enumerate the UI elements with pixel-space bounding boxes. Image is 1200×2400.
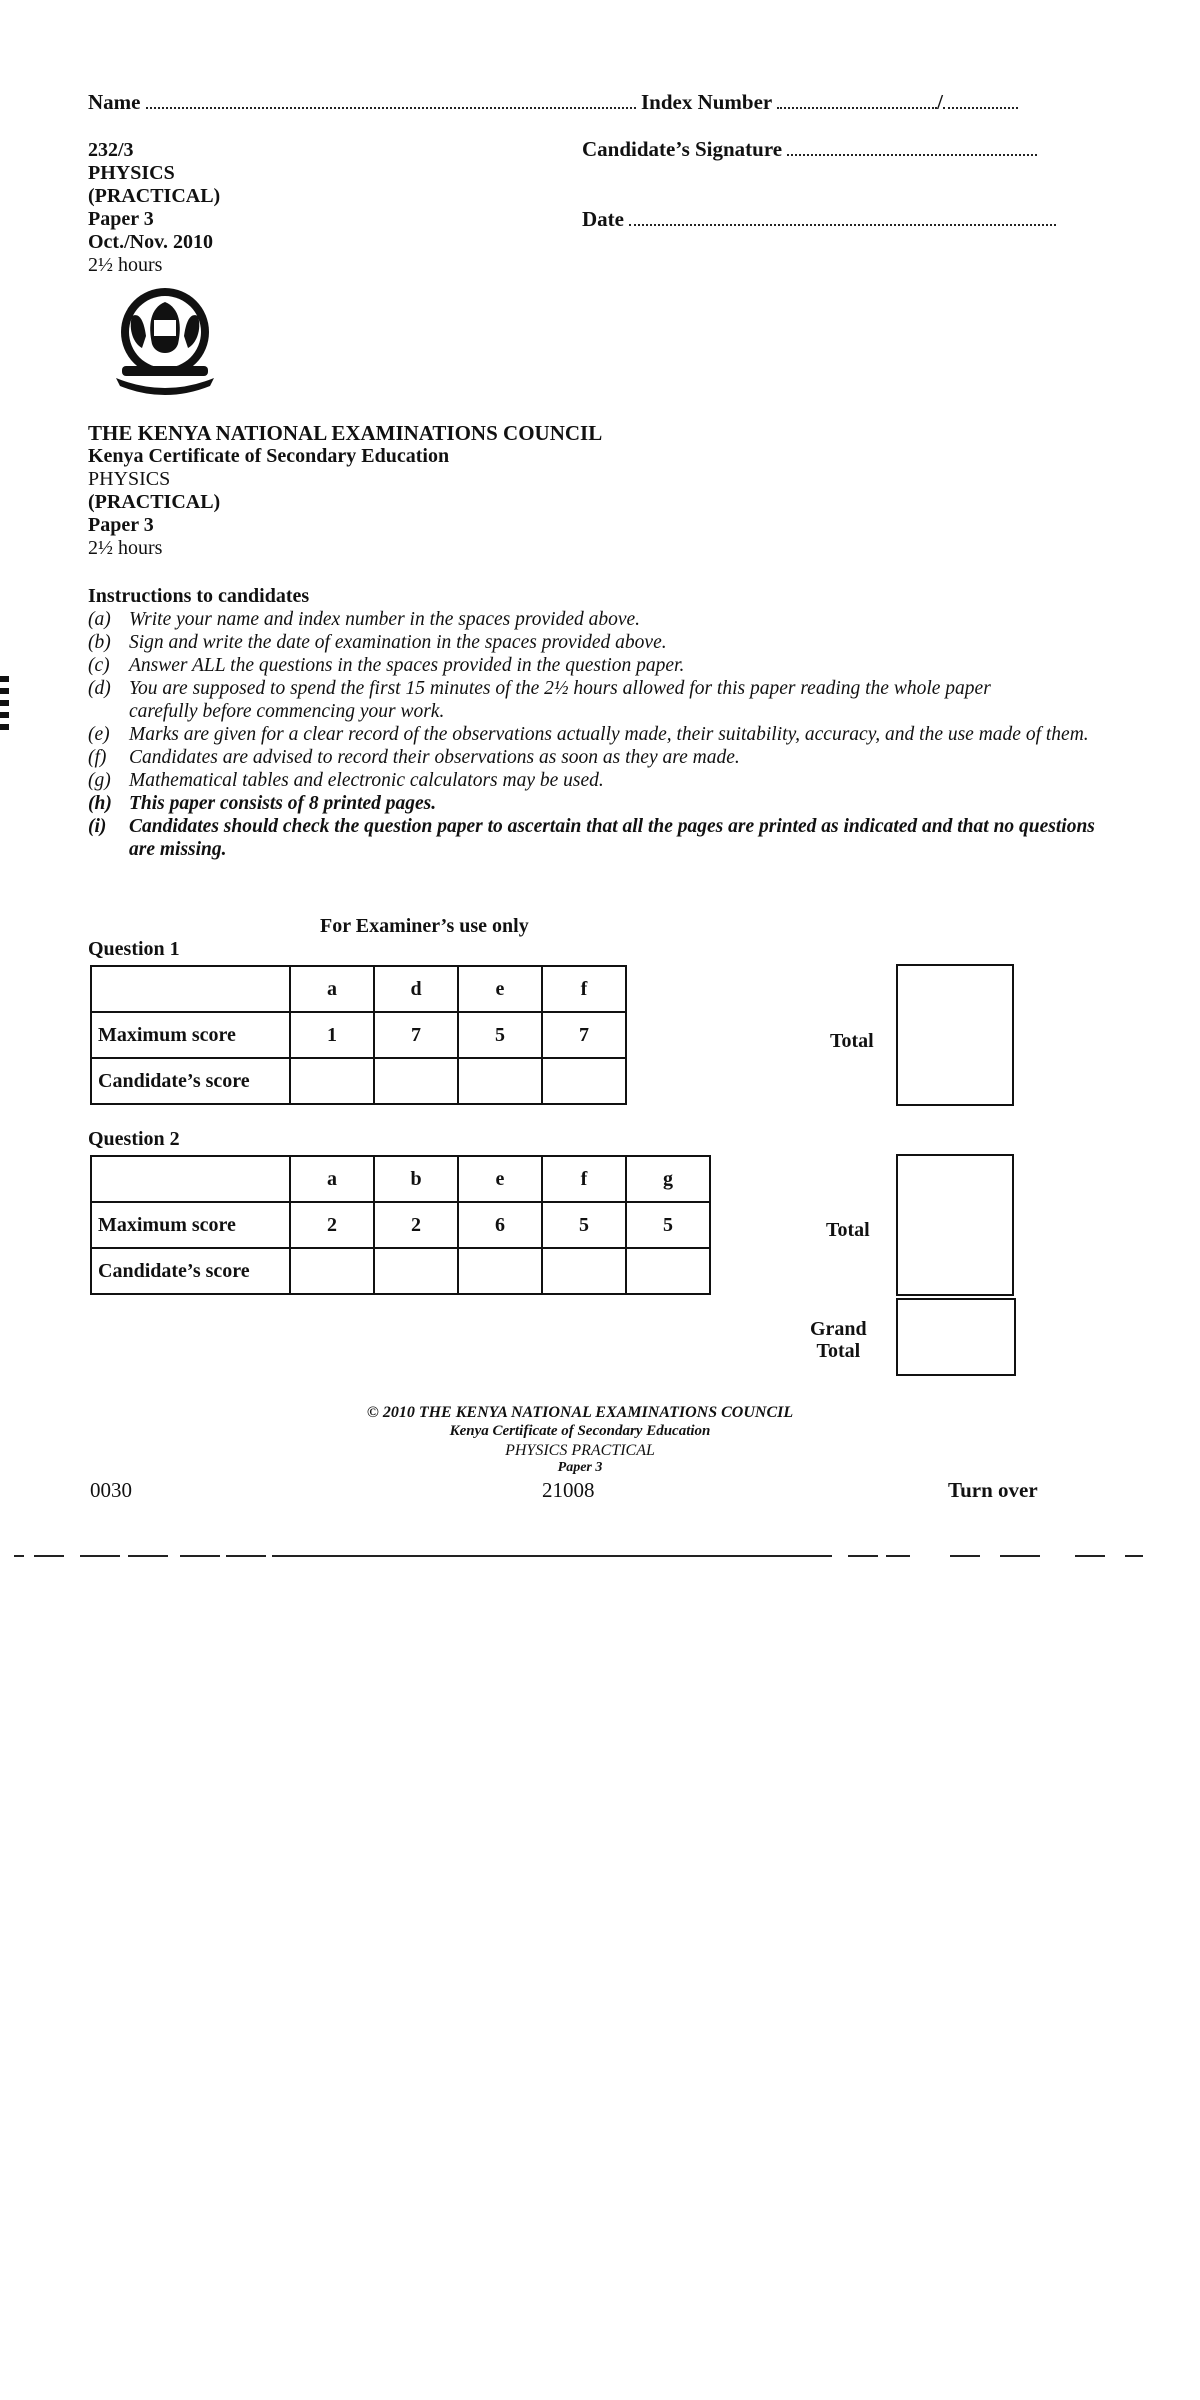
paper-session: Oct./Nov. 2010	[88, 231, 213, 253]
instructions-heading: Instructions to candidates	[88, 585, 310, 607]
instruction-label: (c)	[88, 655, 110, 676]
footer-subject: PHYSICS PRACTICAL	[505, 1442, 655, 1459]
part-header: a	[290, 966, 374, 1012]
part-header: e	[458, 1156, 542, 1202]
cut-line	[886, 1555, 910, 1557]
part-header: f	[542, 966, 626, 1012]
instruction-label: (b)	[88, 632, 111, 653]
instruction-text: Candidates should check the question paper to ascertain that all the pages are printed as indicated and that no questions are missing.	[129, 816, 1095, 860]
instruction-text: Write your name and index number in the spaces provided above.	[129, 609, 641, 630]
cut-line	[272, 1555, 832, 1557]
signature-label: Candidate’s Signature	[582, 137, 783, 161]
instruction-text: This paper consists of 8 printed pages.	[129, 793, 437, 814]
margin-mark	[0, 724, 9, 730]
cut-line	[1075, 1555, 1105, 1557]
instruction-text: Answer ALL the questions in the spaces provided in the question paper.	[129, 655, 685, 676]
paper-duration: 2½ hours	[88, 254, 163, 276]
candidate-score-label: Candidate’s score	[91, 1058, 290, 1104]
paper-number: Paper 3	[88, 208, 154, 230]
paper-subject: PHYSICS	[88, 162, 175, 184]
grand-total-line-1: Grand	[810, 1318, 867, 1340]
candidate-score-cell[interactable]	[290, 1058, 374, 1104]
max-score-cell: 1	[290, 1012, 374, 1058]
max-score-cell: 2	[290, 1202, 374, 1248]
max-score-cell: 5	[626, 1202, 710, 1248]
instruction-text: Marks are given for a clear record of the observations actually made, their suitability, accuracy, and the use made of them.	[129, 724, 1089, 745]
grand-total-line-2: Total	[816, 1340, 861, 1362]
turn-over-label: Turn over	[948, 1478, 1038, 1502]
max-score-label: Maximum score	[91, 1012, 290, 1058]
max-score-cell: 5	[542, 1202, 626, 1248]
footer-block	[200, 1403, 960, 1475]
footer-center-code: 21008	[542, 1478, 595, 1502]
candidate-score-cell[interactable]	[374, 1248, 458, 1294]
council-name: THE KENYA NATIONAL EXAMINATIONS COUNCIL	[88, 421, 603, 445]
index-separator: /	[937, 90, 943, 114]
part-header: b	[374, 1156, 458, 1202]
cut-line	[1000, 1555, 1040, 1557]
instruction-text: You are supposed to spend the first 15 minutes of the 2½ hours allowed for this paper reading the whole paper carefully before commencing your work.	[129, 678, 991, 722]
margin-mark	[0, 712, 9, 718]
council-duration: 2½ hours	[88, 537, 163, 559]
instruction-label: (g)	[88, 770, 111, 791]
candidate-score-cell[interactable]	[374, 1058, 458, 1104]
instruction-label: (i)	[88, 816, 107, 837]
instruction-item	[88, 723, 1129, 746]
question-1-title: Question 1	[88, 938, 180, 960]
candidate-score-cell[interactable]	[626, 1248, 710, 1294]
question-2-table	[90, 1155, 711, 1295]
max-score-cell: 5	[458, 1012, 542, 1058]
instruction-item	[88, 608, 1088, 631]
footer-copyright: © 2010 THE KENYA NATIONAL EXAMINATIONS COUNCIL	[366, 1404, 794, 1421]
header-empty-cell	[91, 966, 290, 1012]
candidate-score-cell[interactable]	[542, 1248, 626, 1294]
council-certificate: Kenya Certificate of Secondary Education	[88, 445, 450, 467]
cut-line	[950, 1555, 980, 1557]
instruction-item	[88, 654, 1088, 677]
instruction-label: (a)	[88, 609, 111, 630]
question-2-total-box[interactable]	[896, 1154, 1014, 1296]
max-score-cell: 6	[458, 1202, 542, 1248]
instruction-label: (h)	[88, 793, 112, 814]
footer-certificate: Kenya Certificate of Secondary Education	[449, 1423, 711, 1439]
signature-field[interactable]	[787, 150, 1037, 156]
instruction-item	[88, 769, 1088, 792]
instruction-item	[88, 815, 1109, 861]
instruction-label: (f)	[88, 747, 107, 768]
date-field[interactable]	[629, 220, 1056, 226]
name-line	[88, 90, 1018, 115]
index-field-suffix[interactable]	[943, 103, 1018, 109]
cut-line	[34, 1555, 64, 1557]
council-subject: PHYSICS	[88, 468, 171, 490]
cut-line	[14, 1555, 24, 1557]
candidate-score-cell[interactable]	[458, 1248, 542, 1294]
signature-line	[582, 137, 1037, 162]
question-2-total-label: Total	[826, 1219, 870, 1241]
instruction-item	[88, 792, 1088, 815]
candidate-score-cell[interactable]	[458, 1058, 542, 1104]
paper-code: 232/3	[88, 139, 134, 161]
part-header: f	[542, 1156, 626, 1202]
instruction-item	[88, 631, 1088, 654]
cut-line	[226, 1555, 266, 1557]
margin-mark	[0, 700, 9, 706]
max-score-cell: 7	[542, 1012, 626, 1058]
council-paper: Paper 3	[88, 514, 154, 536]
instruction-item	[88, 746, 1088, 769]
cut-line	[1125, 1555, 1143, 1557]
paper-info	[88, 139, 220, 277]
cut-line	[180, 1555, 220, 1557]
name-field[interactable]	[146, 103, 636, 109]
index-field[interactable]	[777, 103, 937, 109]
cut-line	[848, 1555, 878, 1557]
footer-left-code: 0030	[90, 1478, 132, 1502]
instructions	[88, 585, 1095, 861]
instruction-label: (e)	[88, 724, 110, 745]
cut-line	[80, 1555, 120, 1557]
instruction-text: Sign and write the date of examination in the spaces provided above.	[129, 632, 667, 653]
question-1-total-label: Total	[830, 1030, 874, 1052]
name-label: Name	[88, 90, 141, 114]
margin-mark	[0, 676, 9, 682]
council-block	[88, 422, 602, 560]
part-header: e	[458, 966, 542, 1012]
max-score-label: Maximum score	[91, 1202, 290, 1248]
grand-total-box[interactable]	[896, 1298, 1016, 1376]
candidate-score-cell[interactable]	[290, 1248, 374, 1294]
examiner-heading: For Examiner’s use only	[320, 915, 529, 937]
margin-mark	[0, 688, 9, 694]
footer-paper: Paper 3	[557, 1460, 603, 1475]
instruction-text: Mathematical tables and electronic calculators may be used.	[129, 770, 604, 791]
paper-type: (PRACTICAL)	[88, 185, 221, 207]
instruction-label: (d)	[88, 678, 111, 699]
max-score-cell: 7	[374, 1012, 458, 1058]
cut-line	[128, 1555, 168, 1557]
question-1-table	[90, 965, 627, 1105]
council-type: (PRACTICAL)	[88, 491, 221, 513]
part-header: d	[374, 966, 458, 1012]
question-2-title: Question 2	[88, 1128, 180, 1150]
instruction-item	[88, 677, 1009, 723]
part-header: g	[626, 1156, 710, 1202]
candidate-score-cell[interactable]	[542, 1058, 626, 1104]
grand-total-label	[810, 1318, 867, 1362]
date-label: Date	[582, 207, 624, 231]
part-header: a	[290, 1156, 374, 1202]
date-line	[582, 207, 1056, 232]
max-score-cell: 2	[374, 1202, 458, 1248]
coat-of-arms-icon	[110, 286, 220, 398]
header-empty-cell	[91, 1156, 290, 1202]
index-label: Index Number	[640, 90, 772, 114]
candidate-score-label: Candidate’s score	[91, 1248, 290, 1294]
question-1-total-box[interactable]	[896, 964, 1014, 1106]
instruction-text: Candidates are advised to record their observations as soon as they are made.	[129, 747, 740, 768]
